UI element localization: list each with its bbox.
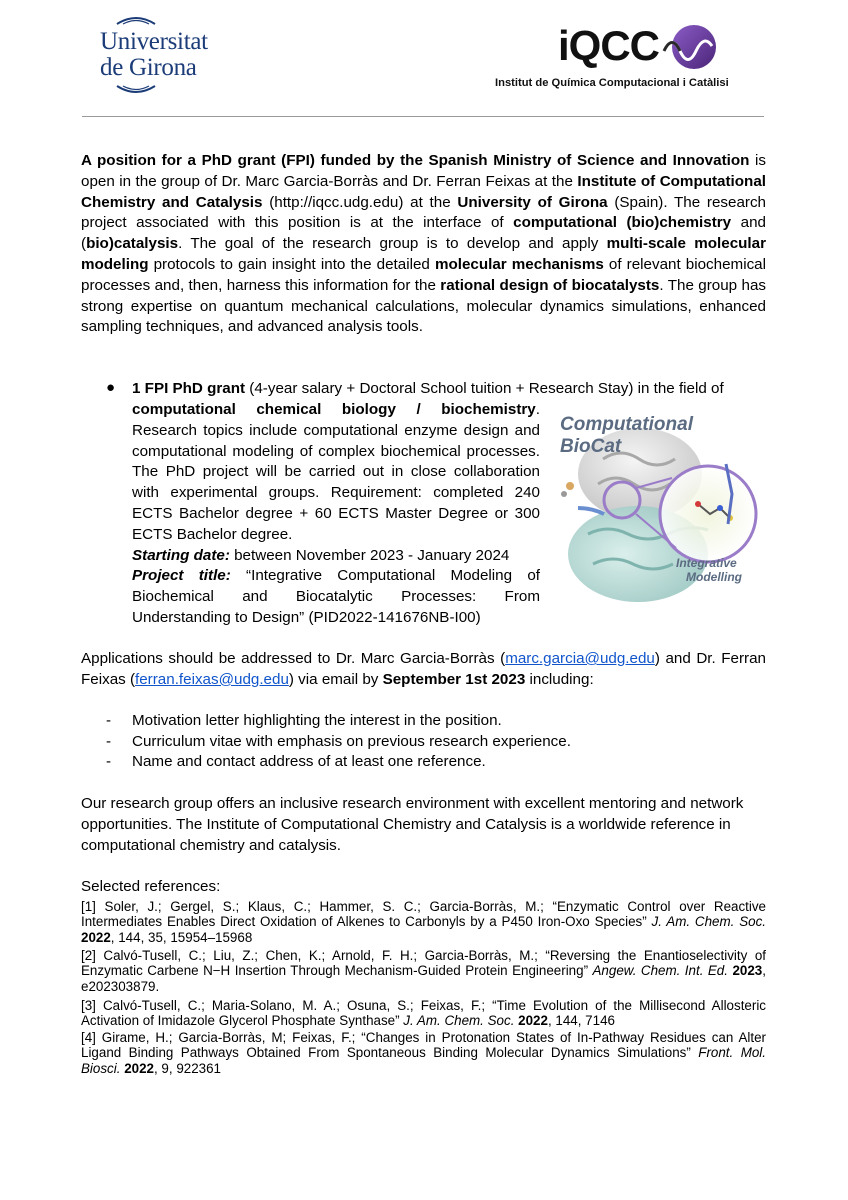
figure-caption-line1: Integrative [676,556,737,570]
udg-logo [96,14,226,98]
reference-item: [3] Calvó-Tusell, C.; Maria-Solano, M. A.; Osuna, S.; Feixas, F.; “Time Evolution of the Millisecond Allosteric Activation of Imidazole Glycerol Phosphate Synthase” J. Am. Chem. Soc. 2022, 144, 7146 [81,998,766,1029]
figure-title-line1: Computational [560,414,693,435]
email-link-feixas[interactable]: ferran.feixas@udg.edu [135,670,289,688]
reference-item: [1] Soler, J.; Gergel, S.; Klaus, C.; Hammer, S. C.; Garcia-Borràs, M.; “Enzymatic Control over Reactive Intermediates Enables Direct Oxidation of Alkenes to Carbonyls by a P450 Iron-Oxo Species” J. Am. Chem. Soc. 2022, 144, 35, 15954–15968 [81,899,766,945]
position-heading: 1 FPI PhD grant (4-year salary + Doctoral School tuition + Research Stay) in the field of [132,380,724,397]
biocat-figure [548,404,770,616]
reference-item: [4] Girame, H.; Garcia-Borràs, M; Feixas, F.; “Changes in Protonation States of In-Pathway Residues can Alter Ligand Binding Pathways Obtained From Spontaneous Binding Molecular Dynamics Simulations” Front. Mol. Biosci. 2022, 9, 922361 [81,1030,766,1076]
header-divider [82,116,764,117]
bullet-marker: ● [106,379,116,396]
position-description: computational chemical biology / biochemistry. Research topics include computational enzyme design and computational modeling of complex biochemical processes. The PhD project will be carried out in close collaboration with experimental groups. Requirement: completed 240 ECTS Bachelor degree + 60 ECTS Master Degree or 300 ECTS Bachelor degree. Starting date: between November 2023 - January 2024 Project title: “Integrative Computational Modeling of Biochemical and Biocatalytic Processes: From Understanding to Design” (PID2022-141676NB-I00) [132,401,540,626]
closing-paragraph: Our research group offers an inclusive research environment with excellent mentoring and network opportunities. The Institute of Computational Chemistry and Catalysis is a worldwide reference in computational chemistry and catalysis. [81,795,744,854]
list-item: - Name and contact address of at least one reference. [106,753,486,770]
udg-name-line1: Universitat [100,28,208,55]
reference-item: [2] Calvó-Tusell, C.; Liu, Z.; Chen, K.; Arnold, F. H.; Garcia-Borràs, M.; “Reversing the Enantioselectivity of Enzymatic Carbene N−H Insertion Through Mechanism-Guided Protein Engineering” Angew. Chem. Int. Ed. 2023, e202303879. [81,948,766,994]
intro-paragraph: A position for a PhD grant (FPI) funded by the Spanish Ministry of Science and Innovation is open in the group of Dr. Marc Garcia-Borràs and Dr. Ferran Feixas at the Institute of Computational Chemistry and Catalysis (http://iqcc.udg.edu) at the University of Girona (Spain). The research project associated with this position is at the interface of computational (bio)chemistry and (bio)catalysis. The goal of the research group is to develop and apply multi-scale molecular modeling protocols to gain insight into the detailed molecular mechanisms of relevant biochemical processes and, then, harness this information for the rational design of biocatalysts. The group has strong expertise on quantum mechanical calculations, molecular dynamics simulations, enhanced sampling techniques, and advanced analysis tools. [81,152,766,336]
references-title: Selected references: [81,878,221,895]
email-link-garcia[interactable]: marc.garcia@udg.edu [505,650,655,667]
applications-paragraph: Applications should be addressed to Dr. Marc Garcia-Borràs (marc.garcia@udg.edu) and Dr. Ferran Feixas (ferran.feixas@udg.edu) via email by September 1st 2023 including: [81,650,766,688]
udg-base-icon [115,84,157,96]
udg-name-line2: de Girona [100,54,197,81]
figure-title-line2: BioCat [560,436,622,457]
iqcc-emblem-icon [662,24,718,70]
iqcc-acronym: iQCC [558,22,659,69]
list-item: - Motivation letter highlighting the interest in the position. [106,712,502,729]
figure-caption-line2: Modelling [686,570,742,584]
udg-crown-icon [115,14,157,26]
list-item: - Curriculum vitae with emphasis on previous research experience. [106,733,571,750]
iqcc-full-name: Institut de Química Computacional i Catàlisi [495,77,729,89]
